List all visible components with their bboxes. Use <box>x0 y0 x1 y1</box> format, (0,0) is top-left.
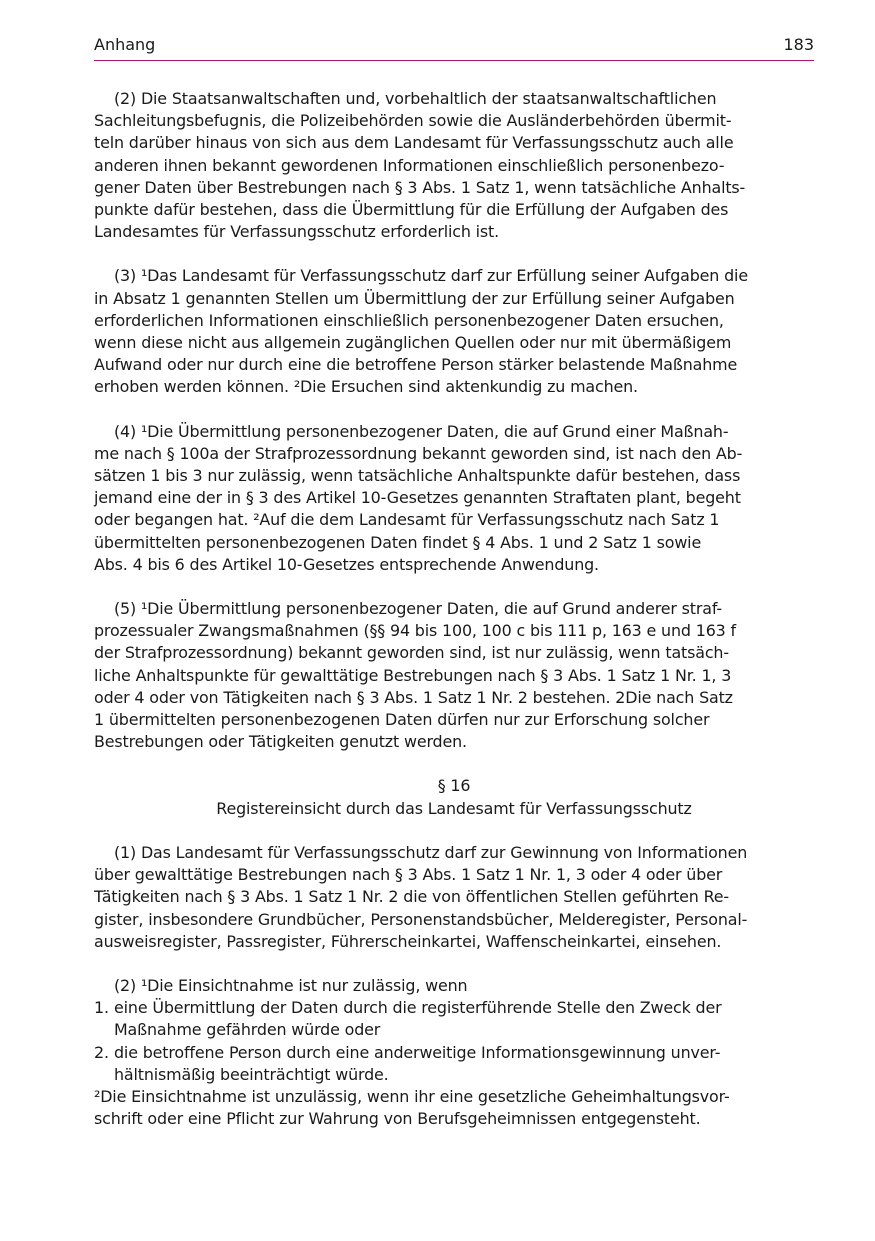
header-rule <box>94 60 814 61</box>
list-item <box>94 997 814 1041</box>
paragraph-5 <box>94 598 814 753</box>
text-line: Sachleitungsbefugnis, die Polizeibehörden sowie die Ausländerbehörden übermit- <box>94 111 732 131</box>
section-16-heading <box>94 775 814 819</box>
text-line: (4) ¹Die Übermittlung personenbezogener Daten, die auf Grund einer Maßnah- <box>114 421 729 441</box>
section-16-paragraph-1 <box>94 842 814 953</box>
list-number: 1. <box>94 998 109 1018</box>
text-line: liche Anhaltspunkte für gewalttätige Bestrebungen nach § 3 Abs. 1 Satz 1 Nr. 1, 3 <box>94 665 732 685</box>
text-line: (2) ¹Die Einsichtnahme ist nur zulässig, wenn <box>114 975 468 995</box>
list-item <box>94 1042 814 1086</box>
text-line: erforderlichen Informationen einschließlich personenbezogener Daten ersuchen, <box>94 310 724 330</box>
text-line: über gewalttätige Bestrebungen nach § 3 Abs. 1 Satz 1 Nr. 1, 3 oder 4 oder über <box>94 865 723 885</box>
text-line: 1 übermittelten personenbezogenen Daten dürfen nur zur Erforschung solcher <box>94 710 710 730</box>
text-line: Landesamtes für Verfassungsschutz erforderlich ist. <box>94 222 500 242</box>
paragraph-3 <box>94 265 814 398</box>
text-line: die betroffene Person durch eine anderweitige Informationsgewinnung unver- <box>114 1042 721 1062</box>
text-line: sätzen 1 bis 3 nur zulässig, wenn tatsächliche Anhaltspunkte dafür bestehen, dass <box>94 466 741 486</box>
text-line: (1) Das Landesamt für Verfassungsschutz darf zur Gewinnung von Informationen <box>114 842 748 862</box>
section-title: Registereinsicht durch das Landesamt für Verfassungsschutz <box>216 798 692 818</box>
text-line: teln darüber hinaus von sich aus dem Landesamt für Verfassungsschutz auch alle <box>94 133 734 153</box>
text-line: ²Die Einsichtnahme ist unzulässig, wenn ihr eine gesetzliche Geheimhaltungsvor- <box>94 1086 730 1106</box>
text-line: Abs. 4 bis 6 des Artikel 10-Gesetzes entsprechende Anwendung. <box>94 554 599 574</box>
text-line: oder begangen hat. ²Auf die dem Landesamt für Verfassungsschutz nach Satz 1 <box>94 510 720 530</box>
section-number: § 16 <box>437 776 471 796</box>
text-line: eine Übermittlung der Daten durch die registerführende Stelle den Zweck der <box>114 998 722 1018</box>
text-line: in Absatz 1 genannten Stellen um Übermittlung der zur Erfüllung seiner Aufgaben <box>94 288 735 308</box>
list-number: 2. <box>94 1042 109 1062</box>
text-line: gener Daten über Bestrebungen nach § 3 Abs. 1 Satz 1, wenn tatsächliche Anhalts- <box>94 177 746 197</box>
page-number: 183 <box>783 35 814 54</box>
text-line: (2) Die Staatsanwaltschaften und, vorbehaltlich der staatsanwaltschaftlichen <box>114 89 717 108</box>
text-line: Maßnahme gefährden würde oder <box>114 1020 381 1040</box>
text-line: anderen ihnen bekannt gewordenen Informationen einschließlich personenbezo- <box>94 155 725 175</box>
text-line: Tätigkeiten nach § 3 Abs. 1 Satz 1 Nr. 2 die von öffentlichen Stellen geführten Re- <box>94 887 730 907</box>
text-line: Aufwand oder nur durch eine die betroffene Person stärker belastende Maßnahme <box>94 355 738 375</box>
text-line: Bestrebungen oder Tätigkeiten genutzt werden. <box>94 732 467 752</box>
text-line: wenn diese nicht aus allgemein zugänglichen Quellen oder nur mit übermäßigem <box>94 333 732 353</box>
paragraph-4 <box>94 421 814 576</box>
document-body <box>94 88 814 1130</box>
text-line: ausweisregister, Passregister, Führerscheinkartei, Waffenscheinkartei, einsehen. <box>94 931 722 951</box>
section-16-paragraph-2 <box>94 975 814 1130</box>
running-header <box>94 34 814 56</box>
text-line: der Strafprozessordnung) bekannt geworden sind, ist nur zulässig, wenn tatsäch- <box>94 643 729 663</box>
text-line: hältnismäßig beeinträchtigt würde. <box>114 1064 389 1084</box>
text-line: (3) ¹Das Landesamt für Verfassungsschutz darf zur Erfüllung seiner Aufgaben die <box>114 266 748 286</box>
header-section-title: Anhang <box>94 35 156 54</box>
text-line: punkte dafür bestehen, dass die Übermittlung für die Erfüllung der Aufgaben des <box>94 200 729 220</box>
text-line: oder 4 oder von Tätigkeiten nach § 3 Abs. 1 Satz 1 Nr. 2 bestehen. 2Die nach Satz <box>94 687 733 707</box>
text-line: (5) ¹Die Übermittlung personenbezogener Daten, die auf Grund anderer straf- <box>114 599 723 619</box>
text-line: erhoben werden können. ²Die Ersuchen sind aktenkundig zu machen. <box>94 377 638 397</box>
text-line: schrift oder eine Pflicht zur Wahrung von Berufsgeheimnissen entgegensteht. <box>94 1109 701 1129</box>
text-line: gister, insbesondere Grundbücher, Personenstandsbücher, Melderegister, Personal- <box>94 909 748 929</box>
text-line: übermittelten personenbezogenen Daten findet § 4 Abs. 1 und 2 Satz 1 sowie <box>94 532 702 552</box>
paragraph-2 <box>94 88 814 243</box>
text-line: jemand eine der in § 3 des Artikel 10-Gesetzes genannten Straftaten plant, begeht <box>94 488 741 508</box>
text-line: me nach § 100a der Strafprozessordnung bekannt geworden sind, ist nach den Ab- <box>94 443 743 463</box>
text-line: prozessualer Zwangsmaßnahmen (§§ 94 bis 100, 100 c bis 111 p, 163 e und 163 f <box>94 621 736 641</box>
